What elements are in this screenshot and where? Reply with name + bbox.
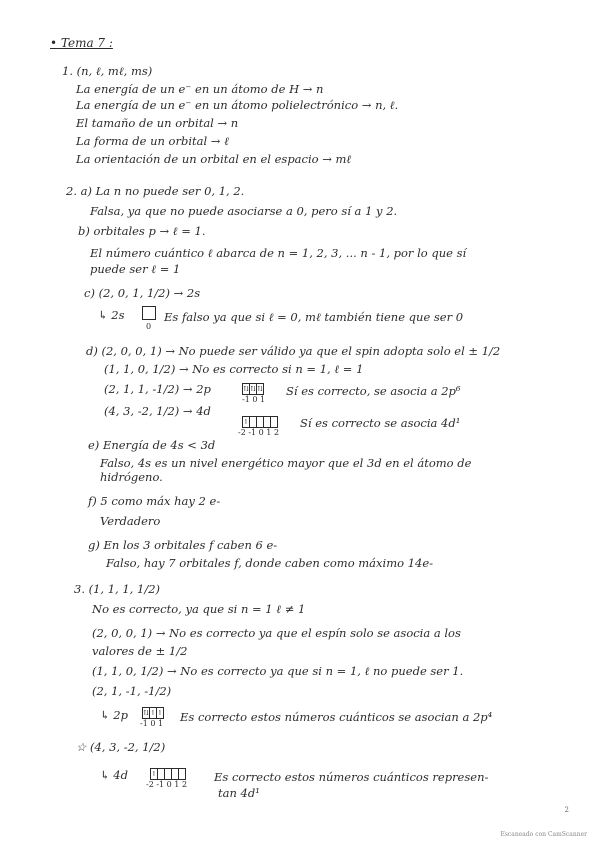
s3-line-6: (2, 1, -1, -1/2) — [92, 684, 172, 698]
s2b-question: b) orbitales p → ℓ = 1. — [78, 224, 206, 238]
s3-line-3: (2, 0, 0, 1) → No es correcto ya que el espín solo se asocia a los — [92, 626, 461, 640]
s3-line-5: (1, 1, 0, 1/2) → No es correcto ya que si n = 1, ℓ no puede ser 1. — [92, 664, 464, 678]
s2e-answer-2: hidrógeno. — [100, 470, 163, 484]
s2a-question: 2. a) La n no puede ser 0, 1, 2. — [66, 184, 245, 198]
s2g-answer: Falso, hay 7 orbitales f, donde caben como máximo 14e- — [106, 556, 434, 570]
s2c-answer: Es falso ya que si ℓ = 0, mℓ también tiene que ser 0 — [164, 310, 464, 324]
s3-line-4: valores de ± 1/2 — [92, 644, 188, 658]
s3-line-9-answer: Es correcto estos números cuánticos represen- — [214, 770, 489, 784]
s1-heading: 1. (n, ℓ, mℓ, ms) — [62, 64, 153, 78]
s2d-2p-ml-labels: -1 0 1 — [242, 395, 266, 404]
s1-line-2: La energía de un e⁻ en un átomo polielectrónico → n, ℓ. — [76, 98, 399, 112]
s2d-2p-orbital-diagram: ⇅ ⇅ ⇅ — [243, 385, 263, 393]
s2c-question: c) (2, 0, 1, 1/2) → 2s — [84, 286, 201, 300]
s1-line-3: El tamaño de un orbital → n — [76, 116, 239, 130]
s2c-orbital-box — [142, 306, 156, 320]
s2d-4d-orbital-diagram: ↿ — [242, 416, 278, 428]
s3-line-9-arrow: ↳ 4d — [100, 768, 128, 782]
s2d-line-4-answer: Sí es correcto se asocia 4d¹ — [300, 416, 461, 430]
s3-line-7-arrow: ↳ 2p — [100, 708, 128, 722]
s3-2p-orbital-diagram: ⇅ ↿ ↿ — [143, 709, 163, 717]
s2d-4d-ml-labels: -2 -1 0 1 2 — [238, 428, 280, 437]
scanner-footer: Escaneado con CamScanner — [500, 831, 587, 838]
s2d-line-2: (1, 1, 0, 1/2) → No es correcto si n = 1, ℓ = 1 — [104, 362, 364, 376]
s2g-question: g) En los 3 orbitales f caben 6 e- — [88, 538, 278, 552]
s1-line-1: La energía de un e⁻ en un átomo de H → n — [76, 82, 324, 96]
s2e-answer-1: Falso, 4s es un nivel energético mayor que el 3d en el átomo de — [100, 456, 472, 470]
s2a-answer: Falsa, ya que no puede asociarse a 0, pero sí a 1 y 2. — [90, 204, 398, 218]
s3-4d-ml-labels: -2 -1 0 1 2 — [146, 780, 188, 789]
title-text: Tema 7 : — [60, 36, 113, 50]
s3-line-1: 3. (1, 1, 1, 1/2) — [74, 582, 160, 596]
s2e-question: e) Energía de 4s < 3d — [88, 438, 216, 452]
s2d-line-4-quantum: (4, 3, -2, 1/2) → 4d — [104, 404, 211, 418]
s2c-arrow: ↳ 2s — [98, 308, 125, 322]
s3-4d-orbital-diagram: ↿ — [150, 768, 186, 780]
s3-2p-ml-labels: -1 0 1 — [140, 719, 164, 728]
s3-line-7-answer: Es correcto estos números cuánticos se asocian a 2p⁴ — [180, 710, 493, 724]
s1-line-4: La forma de un orbital → ℓ — [76, 134, 229, 148]
s3-line-8: ☆ (4, 3, -2, 1/2) — [76, 740, 166, 754]
s1-line-5: La orientación de un orbital en el espacio → mℓ — [76, 152, 352, 166]
s2d-line-1: d) (2, 0, 0, 1) → No puede ser válido ya que el spin adopta solo el ± 1/2 — [86, 344, 501, 358]
s2c-box-label: 0 — [146, 322, 152, 331]
s2b-answer-1: El número cuántico ℓ abarca de n = 1, 2, 3, ... n - 1, por lo que sí — [90, 246, 467, 260]
page-number: 2 — [564, 806, 569, 814]
s3-line-2: No es correcto, ya que si n = 1 ℓ ≠ 1 — [92, 602, 306, 616]
s2f-answer: Verdadero — [100, 514, 161, 528]
s2f-question: f) 5 como máx hay 2 e- — [88, 494, 221, 508]
s2d-line-3-quantum: (2, 1, 1, -1/2) → 2p — [104, 382, 211, 396]
s2b-answer-2: puede ser ℓ = 1 — [90, 262, 181, 276]
page-title — [50, 36, 113, 50]
s2d-line-3-answer: Sí es correcto, se asocia a 2p⁶ — [286, 384, 461, 398]
title-bullet: • — [50, 36, 58, 50]
s3-line-10: tan 4d¹ — [218, 786, 260, 800]
